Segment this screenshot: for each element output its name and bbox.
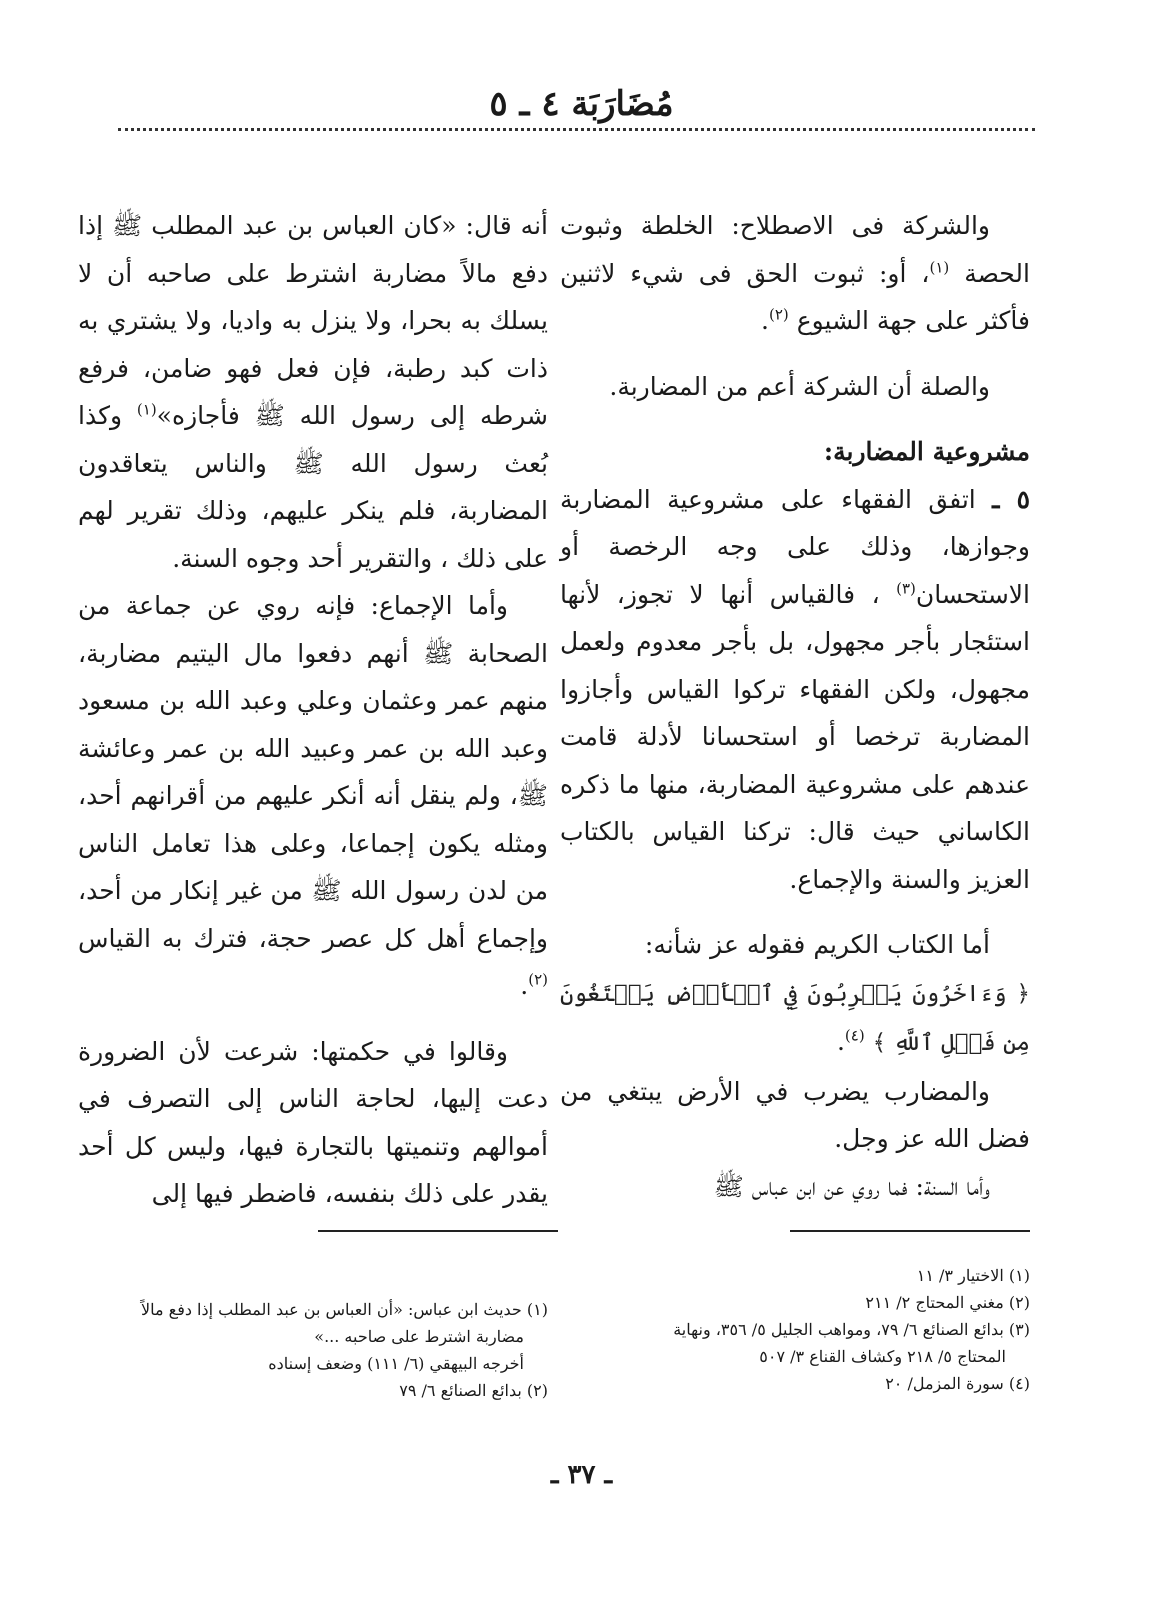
text: اتفق الفقهاء على مشروعية المضاربة وجوازها، وذلك على وجه الرخصة أو الاستحسان: [560, 484, 1030, 609]
paragraph-sunnah: وأما السنة: فما روي عن ابن عباس ﷺ: [713, 1171, 990, 1201]
paragraph-wisdom: وقالوا في حكمتها: شرعت لأن الضرورة دعت إليها، لحاجة الناس إلى التصرف في أموالهم وتنميتها بالتجارة فيها، وليس كل أحد يقدر على ذلك بنفسه، فاضطر فيها إلى: [78, 1036, 548, 1208]
paragraph-number: ٥ ـ: [992, 484, 1030, 514]
text: .: [836, 1027, 845, 1056]
text: وكذا بُعث رسول الله ﷺ والناس يتعاقدون المضاربة، فلم ينكر عليهم، وذلك تقرير لهم على ذلك ، والتقرير أحد وجوه السنة.: [78, 401, 548, 573]
footnote-item: (٣) بدائع الصنائع ٦/ ٧٩، ومواهب الجليل ٥/ ٣٥٦، ونهاية: [673, 1320, 1030, 1339]
paragraph-legitimacy: [560, 476, 1030, 904]
footnote-item: (٢) بدائع الصنائع ٦/ ٧٩: [399, 1381, 548, 1400]
footnote-continuation: المحتاج ٥/ ٢١٨ وكشاف القناع ٣/ ٥٠٧: [759, 1347, 1006, 1366]
footnotes-left: [78, 1296, 548, 1404]
footnote-ref[interactable]: (١): [929, 258, 950, 277]
page-header-title: مُضَارَبَة ٤ ـ ٥: [489, 84, 674, 124]
paragraph-book: أما الكتاب الكريم فقوله عز شأنه:: [644, 930, 990, 959]
footnote-item: (٢) مغني المحتاج ٢/ ٢١١: [865, 1293, 1030, 1312]
quran-verse: [560, 969, 1030, 1068]
footnote-continuation: مضاربة اشترط على صاحبه ...»: [314, 1327, 524, 1346]
text: أنه قال: «كان العباس بن عبد المطلب ﷺ إذا دفع مالاً مضاربة اشترط على صاحبه أن لا يسلك به بحرا، ولا ينزل به واديا، ولا يشتري به ذات كبد رطبة، فإن فعل فهو ضامن، فرفع شرطه إلى رسول الله ﷺ فأجازه»: [78, 211, 548, 430]
section-heading: مشروعية المضاربة:: [823, 437, 1030, 466]
text: والشركة فى الاصطلاح: الخلطة وثبوت الحصة: [560, 211, 1030, 288]
paragraph-definition: [560, 202, 1030, 345]
paragraph-relation: والصلة أن الشركة أعم من المضاربة.: [609, 371, 990, 401]
footnote-ref[interactable]: (٤): [844, 1026, 865, 1045]
paragraph-consensus: [78, 582, 548, 1010]
text: .: [520, 971, 529, 1000]
footnote-ref[interactable]: (١): [136, 400, 157, 419]
text: وأما الإجماع: فإنه روي عن جماعة من الصحابة ﷺ أنهم دفعوا مال اليتيم مضاربة، منهم عمر وعثمان وعلي وعبد الله بن مسعود وعبد الله بن عمر وعبيد الله بن عمر وعائشة ﷺ، ولم ينقل أنه أنكر عليهم من أقرانهم أحد، ومثله يكون إجماعا، وعلى هذا تعامل الناس من لدن رسول الله ﷺ من غير إنكار من أحد، وإجماع أهل كل عصر حجة، فترك به القياس: [78, 591, 548, 953]
footnote-ref[interactable]: (٢): [768, 305, 789, 324]
footnote-item: (٤) سورة المزمل/ ٢٠: [885, 1374, 1030, 1393]
verse-text: ﴿ وَءَاخَرُونَ يَضۡرِبُونَ فِي ٱلۡأَرۡضِ يَبۡتَغُونَ مِن فَضۡلِ ٱللَّهِ ﴾: [560, 980, 1030, 1056]
left-column: [78, 202, 548, 1218]
page-number: ـ ٣٧ ـ: [550, 1460, 613, 1490]
footnote-divider-right: [790, 1230, 1030, 1232]
paragraph-mudarib: والمضارب يضرب في الأرض يبتغي من فضل الله عز وجل.: [560, 1076, 1030, 1153]
footnote-item: (١) حديث ابن عباس: «أن العباس بن عبد المطلب إذا دفع مالاً: [141, 1300, 548, 1319]
footnote-continuation: أخرجه البيهقي (٦/ ١١١) وضعف إسناده: [268, 1354, 524, 1373]
text: .: [761, 306, 769, 335]
header-dotted-rule: [118, 128, 1035, 131]
footnotes-right: [560, 1262, 1030, 1397]
paragraph-hadith: [78, 202, 548, 582]
text: ، فالقياس أنها لا تجوز، لأنها استئجار بأجر مجهول، بل بأجر معدوم ولعمل مجهول، ولكن الفقهاء تركوا القياس وأجازوا المضاربة ترخصا أو استحسانا لأدلة قامت عندهم على مشروعية المضاربة، منها ما ذكره الكاساني حيث قال: تركنا القياس بالكتاب العزيز والسنة والإجماع.: [560, 579, 1030, 894]
footnote-divider-left: [318, 1230, 558, 1232]
right-column: [560, 202, 1030, 1210]
text: ، أو: ثبوت الحق فى شيء لاثنين فأكثر على جهة الشيوع: [560, 258, 1030, 335]
footnote-ref[interactable]: (٢): [528, 970, 548, 989]
footnote-item: (١) الاختيار ٣/ ١١: [916, 1266, 1030, 1285]
footnote-ref[interactable]: (٣): [896, 579, 916, 598]
